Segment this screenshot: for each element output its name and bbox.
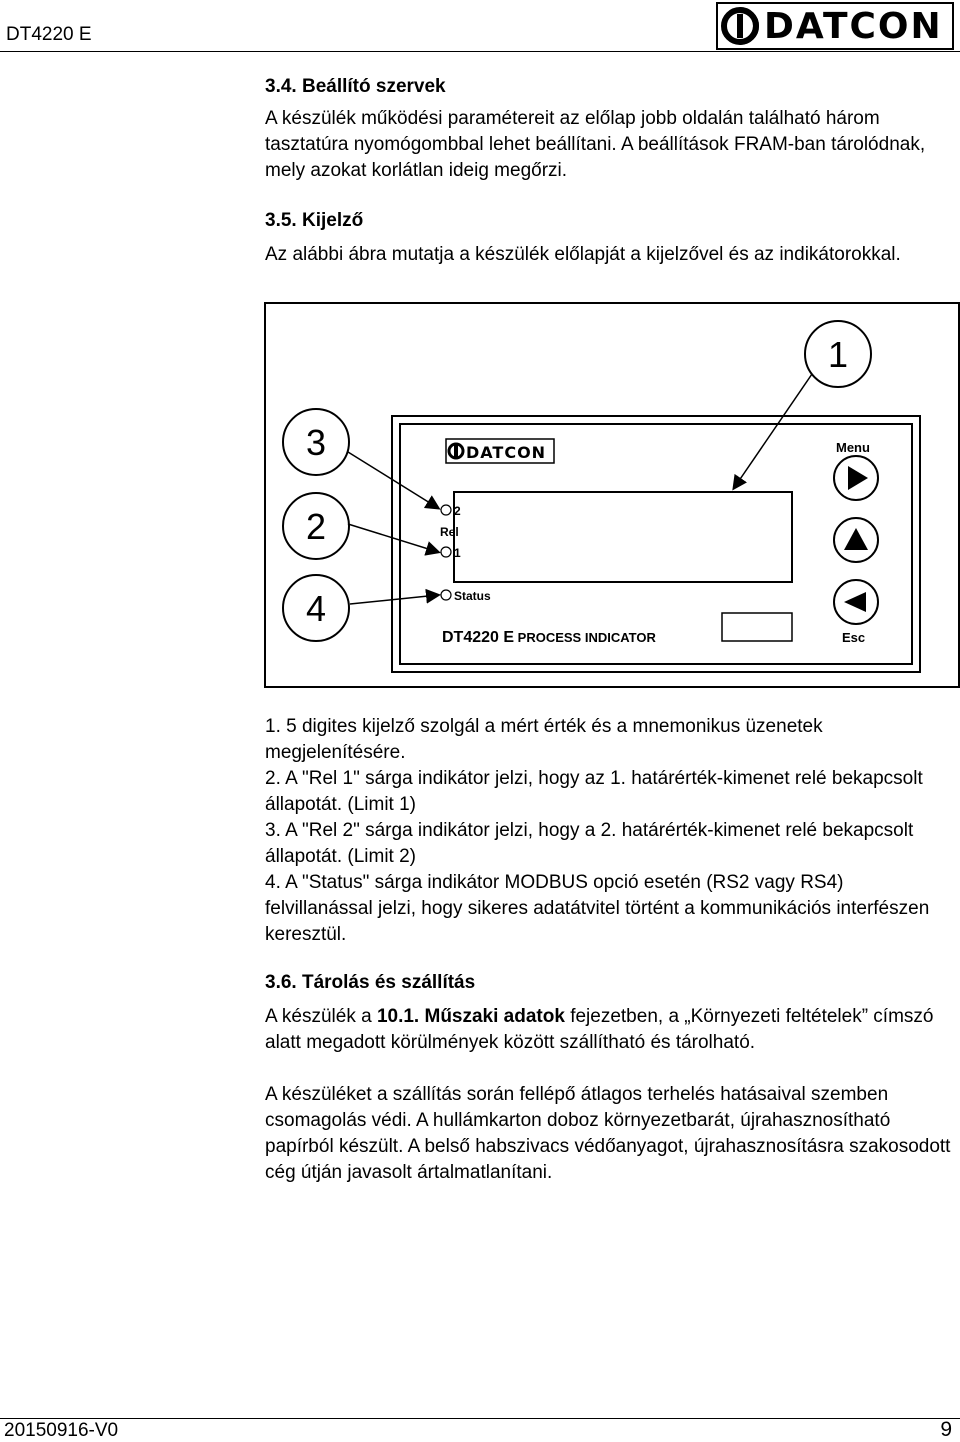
footer-divider — [0, 1418, 960, 1419]
status-label: Status — [454, 589, 491, 603]
logo-text: DATCON — [764, 5, 943, 47]
list-item: 3. A "Rel 2" sárga indikátor jelzi, hogy a 2. határérték-kimenet relé bekapcsolt állapotát. (Limit 2) — [265, 820, 914, 867]
model-rest: PROCESS INDICATOR — [514, 630, 656, 645]
front-panel-diagram — [264, 302, 960, 688]
heading-3-4: 3.4. Beállító szervek — [265, 76, 446, 97]
rel2-led — [441, 505, 451, 515]
callout-4-number: 4 — [305, 588, 327, 629]
datcon-logo — [716, 2, 954, 50]
led-2-label: 2 — [454, 504, 461, 518]
callout-3-number: 3 — [305, 422, 327, 463]
rel1-led — [441, 547, 451, 557]
model-label — [442, 629, 656, 646]
heading-3-5: 3.5. Kijelző — [265, 210, 364, 231]
document-title: DT4220 E — [6, 24, 92, 45]
paragraph-3-4: A készülék működési paramétereit az előlap jobb oldalán található három tasztatúra nyomógombbal lehet beállítani. A beállítások FRAM-ban tárolódnak, mely azokat korlátlan ideig megőrzi. — [265, 108, 926, 181]
leader-line-1 — [734, 374, 812, 488]
play-icon — [848, 466, 868, 490]
model-bold: DT4220 E — [442, 629, 515, 646]
heading-3-6: 3.6. Tárolás és szállítás — [265, 972, 476, 993]
led-1-label: 1 — [454, 546, 461, 560]
paragraph-3-5: Az alábbi ábra mutatja a készülék előlapját a kijelzővel és az indikátorokkal. — [265, 244, 901, 265]
left-arrow-icon — [844, 592, 866, 612]
datcon-logo-icon — [718, 4, 762, 48]
section-3-6 — [265, 970, 955, 1186]
list-item: 2. A "Rel 1" sárga indikátor jelzi, hogy az 1. határérték-kimenet relé bekapcsolt állapotát. (Limit 1) — [265, 768, 923, 815]
status-led — [441, 590, 451, 600]
menu-label: Menu — [836, 440, 870, 455]
list-item: 4. A "Status" sárga indikátor MODBUS opció esetén (RS2 vagy RS4) felvillanással jelzi, hogy sikeres adatátvitel történt a kommunikációs interfészen keresztül. — [265, 872, 930, 945]
front-panel-figure — [264, 302, 960, 688]
callout-1-number: 1 — [827, 334, 849, 375]
paragraph-3-6-a — [265, 1004, 955, 1056]
version-label: 20150916-V0 — [4, 1420, 119, 1441]
paragraph-3-6-b: A készüléket a szállítás során fellépő átlagos terhelés hatásaival szemben csomagolás védi. A hullámkarton doboz környezetbarát, újrahasznosítható papírból készült. A belső habszivacs védőanyagot, újrahasznosításra szakosodott cég útján javasolt ártalmatlanítani. — [265, 1084, 951, 1183]
p1-bold-ref: 10.1. Műszaki adatok — [376, 1006, 565, 1027]
list-item: 1. 5 digites kijelző szolgál a mért érték és a mnemonikus üzenetek megjelenítésére. — [265, 716, 823, 763]
panel-logo-text: DATCON — [466, 443, 547, 462]
section-3-4 — [265, 74, 955, 184]
page-number: 9 — [940, 1418, 952, 1441]
header-divider — [0, 51, 960, 52]
p1-text-a: A készülék a — [265, 1006, 377, 1027]
indicator-list — [265, 714, 955, 948]
callout-2-number: 2 — [305, 506, 327, 547]
leader-line-4 — [350, 595, 438, 604]
led-rel-label: Rel — [440, 525, 459, 539]
esc-label: Esc — [842, 630, 866, 645]
section-3-5 — [265, 208, 955, 268]
p1-text-b: fejezetben, a „Környezeti feltételek” címszó alatt megadott körülmények között szállítható és tárolható. — [265, 1006, 934, 1053]
up-arrow-icon — [844, 528, 868, 550]
